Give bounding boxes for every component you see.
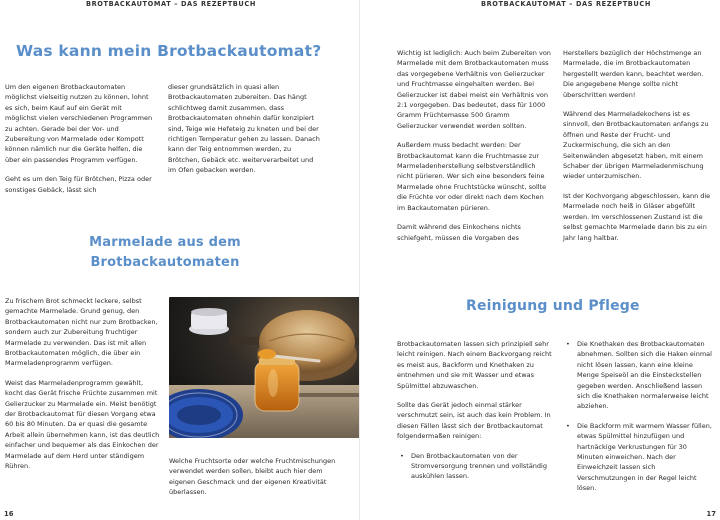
left-col1-bottom — [5, 296, 160, 472]
right-page — [360, 0, 720, 520]
jam-jar-photo — [169, 297, 360, 438]
heading-was-kann: Was kann mein Brotbackautomat? — [16, 42, 322, 60]
paragraph: Weist das Marmeladenprogramm gewählt, kocht das Gerät frische Früchte zusammen mit Gelierzucker zu Marmelade ein. Meist benötigt der Brotbackautomat für diesen Vorgang etwa 60 bis 80 Minuten. Da er quasi die gesamte Arbeit allein übernehmen kann, ist das deutlich einfacher und bequemer als das Einkochen der Marmelade auf dem Herd unter ständigem Rühren. — [5, 378, 160, 471]
jam-jar-image — [169, 297, 360, 438]
paragraph: Ist der Kochvorgang abgeschlossen, kann die Marmelade noch heiß in Gläser abgefüllt werden. Im verschlossenen Zustand ist die selbst gemachte Marmelade dann bis zu ein Jahr lang haltbar. — [563, 191, 711, 242]
paragraph: Sollte das Gerät jedoch einmal stärker verschmutzt sein, ist auch das kein Problem. In diesen Fällen lässt sich der Brotbackautomat folgendermaßen reinigen: — [397, 401, 551, 441]
heading-line: Brotbackautomaten — [90, 255, 240, 270]
right-col2-top — [563, 48, 715, 243]
page-number: 17 — [706, 510, 716, 518]
paragraph: Während des Marmeladekochens ist es sinnvoll, den Brotbackautomaten anfangs zu öffnen und Reste der Frucht- und Zuckermischung, die sich an den Seitenwänden abgesetzt haben, mit einem Schaber der übrigen Marmeladenmischung wieder unterzumischen. — [563, 110, 709, 181]
bullet-item: • Die Backform mit warmem Wasser füllen, etwas Spülmittel hinzufügen und hartnäckige Verkrustungen für 30 Minuten einweichen. Nach der Einweichzeit lassen sich Verschmutzungen in der Regel leicht lösen. — [563, 421, 715, 494]
bullet-list — [397, 451, 555, 482]
paragraph: Herstellers bezüglich der Höchstmenge an Marmelade, die im Brotbackautomaten hergestellt werden kann, beachtet werden. Die angegebene Menge sollte nicht überschritten werden! — [563, 49, 704, 99]
heading-marmelade — [50, 233, 280, 273]
right-col1-top — [397, 48, 552, 243]
left-col2-top — [168, 82, 322, 176]
page-number: 16 — [4, 510, 14, 518]
paragraph: Brotbackautomaten lassen sich prinzipiell sehr leicht reinigen. Nach einem Backvorgang reicht es meist aus, Backform und Knethaken zu entnehmen und sie mit Wasser und etwas Spülmittel abzuwaschen. — [397, 340, 552, 390]
paragraph: Zu frischem Brot schmeckt leckere, selbst gemachte Marmelade. Grund genug, den Brotbackautomaten nicht nur zum Brotbacken, sondern auch zur Zubereitung fruchtiger Marmelade zu verwenden. Das ist mit allen Brotbackautomaten möglich, die über ein Marmeladenprogramm verfügen. — [5, 297, 158, 368]
running-head: BROTBACKAUTOMAT – DAS REZEPTBUCH — [86, 0, 256, 8]
bullet-list — [563, 339, 715, 494]
paragraph: Damit während des Einkochens nichts schiefgeht, müssen die Vorgaben des — [397, 223, 521, 242]
right-col2-bottom — [563, 339, 715, 503]
paragraph: Geht es um den Teig für Brötchen, Pizza oder sonstiges Gebäck, lässt sich — [5, 175, 152, 194]
paragraph: Um den eigenen Brotbackautomaten möglichst vielseitig nutzen zu können, lohnt es sich, beim Kauf auf ein Gerät mit möglichst vielen verschiedenen Programmen zu achten. Gerade bei der Vor- und Zubereitung von Marmelade oder Kompott können nämlich nur die Geräte helfen, die über ein passendes Programm verfügen. — [5, 83, 153, 164]
paragraph: dieser grundsätzlich in quasi allen Brotbackautomaten zubereiten. Das hängt schlichtweg damit zusammen, dass Brotbackautomaten ohnehin dafür konzipiert sind, Teige wie Hefeteig zu kneten und bei der richtigen Temperatur gehen zu lassen. Danach kann der Teig entnommen werden, zu Brötchen, Gebäck etc. weiterverarbeitet und im Ofen gebacken werden. — [168, 83, 320, 175]
paragraph: Welche Fruchtsorte oder welche Fruchtmischungen verwendet werden sollen, bleibt auch hier dem eigenen Geschmack und der eigenen Kreativität überlassen. — [169, 457, 336, 497]
photo-caption-text — [169, 456, 339, 498]
heading-line: Marmelade aus dem — [89, 235, 241, 250]
paragraph: Wichtig ist lediglich: Auch beim Zubereiten von Marmelade mit dem Brotbackautomaten muss das vorgegebene Verhältnis von Gelierzucker und Fruchtmasse eingehalten werden. Bei Gelierzucker ist dabei meist ein Verhältnis von 2:1 vorgegeben. Das bedeutet, dass für 1000 Gramm Früchtemasse 500 Gramm Gelierzucker verwendet werden sollten. — [397, 49, 551, 130]
left-col1-top — [5, 82, 155, 195]
bullet-item: • Die Knethaken des Brotbackautomaten abnehmen. Sollten sich die Haken einmal nicht lösen lassen, kann eine kleine Menge Speiseöl an die Einsteckstellen gegeben werden. Anschließend lassen sich die Knethaken normalerweise leicht abziehen. — [563, 339, 715, 412]
running-head: BROTBACKAUTOMAT – DAS REZEPTBUCH — [481, 0, 651, 8]
heading-reinigung: Reinigung und Pflege — [466, 298, 640, 314]
paragraph: Außerdem muss bedacht werden: Der Brotbackautomat kann die Fruchtmasse zur Marmeladenherstellung selbstverständlich nicht pürieren. Wer sich eine besonders feine Marmelade ohne Fruchtstücke wünscht, sollte die Früchte vor oder direkt nach dem Kochen im Backautomaten pürieren. — [397, 141, 547, 212]
right-col1-bottom — [397, 339, 555, 491]
bullet-item: • Den Brotbackautomaten von der Stromversorgung trennen und vollständig auskühlen lassen. — [397, 451, 555, 482]
